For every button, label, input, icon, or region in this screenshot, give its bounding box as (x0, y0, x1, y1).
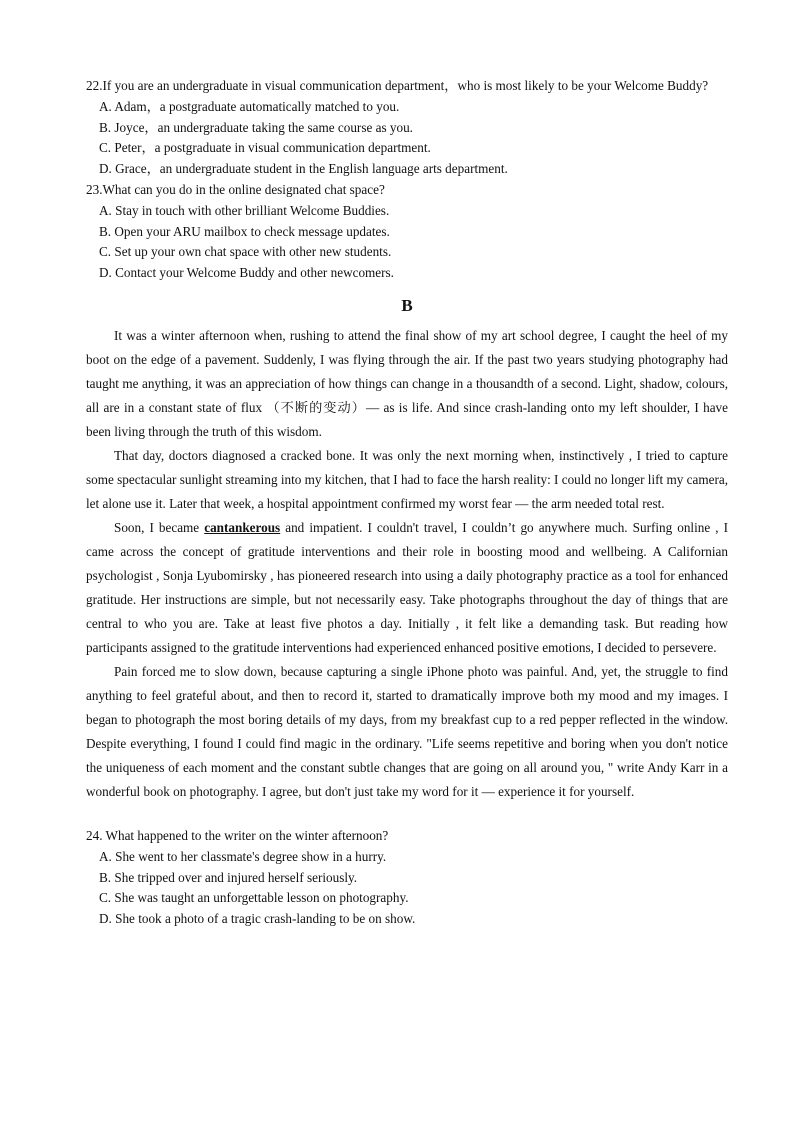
option-d: D. Contact your Welcome Buddy and other newcomers. (99, 265, 394, 281)
option-a: A. She went to her classmate's degree show in a hurry. (99, 848, 387, 864)
question-23 (86, 180, 728, 284)
option-a: A. Adam，a postgraduate automatically matched to you. (99, 98, 400, 114)
question-stem: 23.What can you do in the online designated chat space? (86, 181, 385, 197)
passage-paragraph-4: Pain forced me to slow down, because capturing a single iPhone photo was painful. And, yet, the struggle to find anything to feel grateful about, and then to record it, started to dramatically improve both my mood and my images. I began to photograph the most boring details of my days, from my breakfast cup to a red pepper reflected in the window. Despite everything, I found I could find magic in the ordinary. "Life seems repetitive and boring when you don't notice the uniqueness of each moment and the constant subtle changes that are going on all around you, " write Andy Karr in a wonderful book on photography. I agree, but don't just take my word for it — experience it for yourself. (86, 663, 728, 799)
option-c: C. Peter，a postgraduate in visual communication department. (99, 140, 431, 156)
option-c: C. She was taught an unforgettable lesson on photography. (99, 890, 409, 906)
question-stem: 24. What happened to the writer on the winter afternoon? (86, 827, 389, 843)
option-c: C. Set up your own chat space with other new students. (99, 244, 392, 260)
option-b: B. Open your ARU mailbox to check message updates. (99, 223, 390, 239)
option-d: D. She took a photo of a tragic crash-landing to be on show. (99, 911, 416, 927)
spacer (86, 804, 728, 826)
document-page (86, 76, 728, 930)
option-b: B. Joyce，an undergraduate taking the same course as you. (99, 119, 413, 135)
option-d: D. Grace，an undergraduate student in the English language arts department. (99, 161, 508, 177)
passage-paragraph-2: That day, doctors diagnosed a cracked bone. It was only the next morning when, instinctively , I tried to capture some spectacular sunlight streaming into my kitchen, that I had to face the harsh reality: I could no longer lift my camera, let alone use it. Later that week, a hospital appointment confirmed my worst fear — the arm needed total rest. (86, 447, 728, 511)
question-24 (86, 826, 728, 930)
paragraph-text: and impatient. I couldn't travel, I couldn’t go anywhere much. Surfing online , I came across the concept of gratitude interventions and their role in boosting mood and wellbeing. A Californian psychologist , Sonja Lyubomirsky , has pioneered research into using a daily photography practice as a tool for enhanced gratitude. Her instructions are simple, but not necessarily easy. Take photographs throughout the day of things that are central to who you are. Take at least five photos a day. Initially , it felt like a demanding task. But reading how participants assigned to the gratitude interventions had experienced enhanced positive emotions, I decided to persevere. (86, 519, 728, 655)
question-22 (86, 76, 728, 180)
option-a: A. Stay in touch with other brilliant Welcome Buddies. (99, 202, 390, 218)
passage-paragraph-1: It was a winter afternoon when, rushing to attend the final show of my art school degree, I caught the heel of my boot on the edge of a pavement. Suddenly, I was flying through the air. If the past two years studying photography had taught me anything, it was an appreciation of how things can change in a thousandth of a second. Light, shadow, colours, all are in a constant state of flux （不断的变动）— as is life. And since crash-landing onto my left shoulder, I have been living through the truth of this wisdom. (86, 327, 728, 439)
section-title: B (401, 295, 413, 315)
paragraph-text: Soon, I became (114, 519, 205, 535)
option-b: B. She tripped over and injured herself seriously. (99, 869, 358, 885)
vocabulary-keyword: cantankerous (204, 519, 281, 535)
passage-paragraph-3 (86, 516, 728, 660)
reading-passage (86, 324, 728, 804)
question-stem: 22.If you are an undergraduate in visual communication department，who is most likely to be your Welcome Buddy? (86, 78, 709, 93)
